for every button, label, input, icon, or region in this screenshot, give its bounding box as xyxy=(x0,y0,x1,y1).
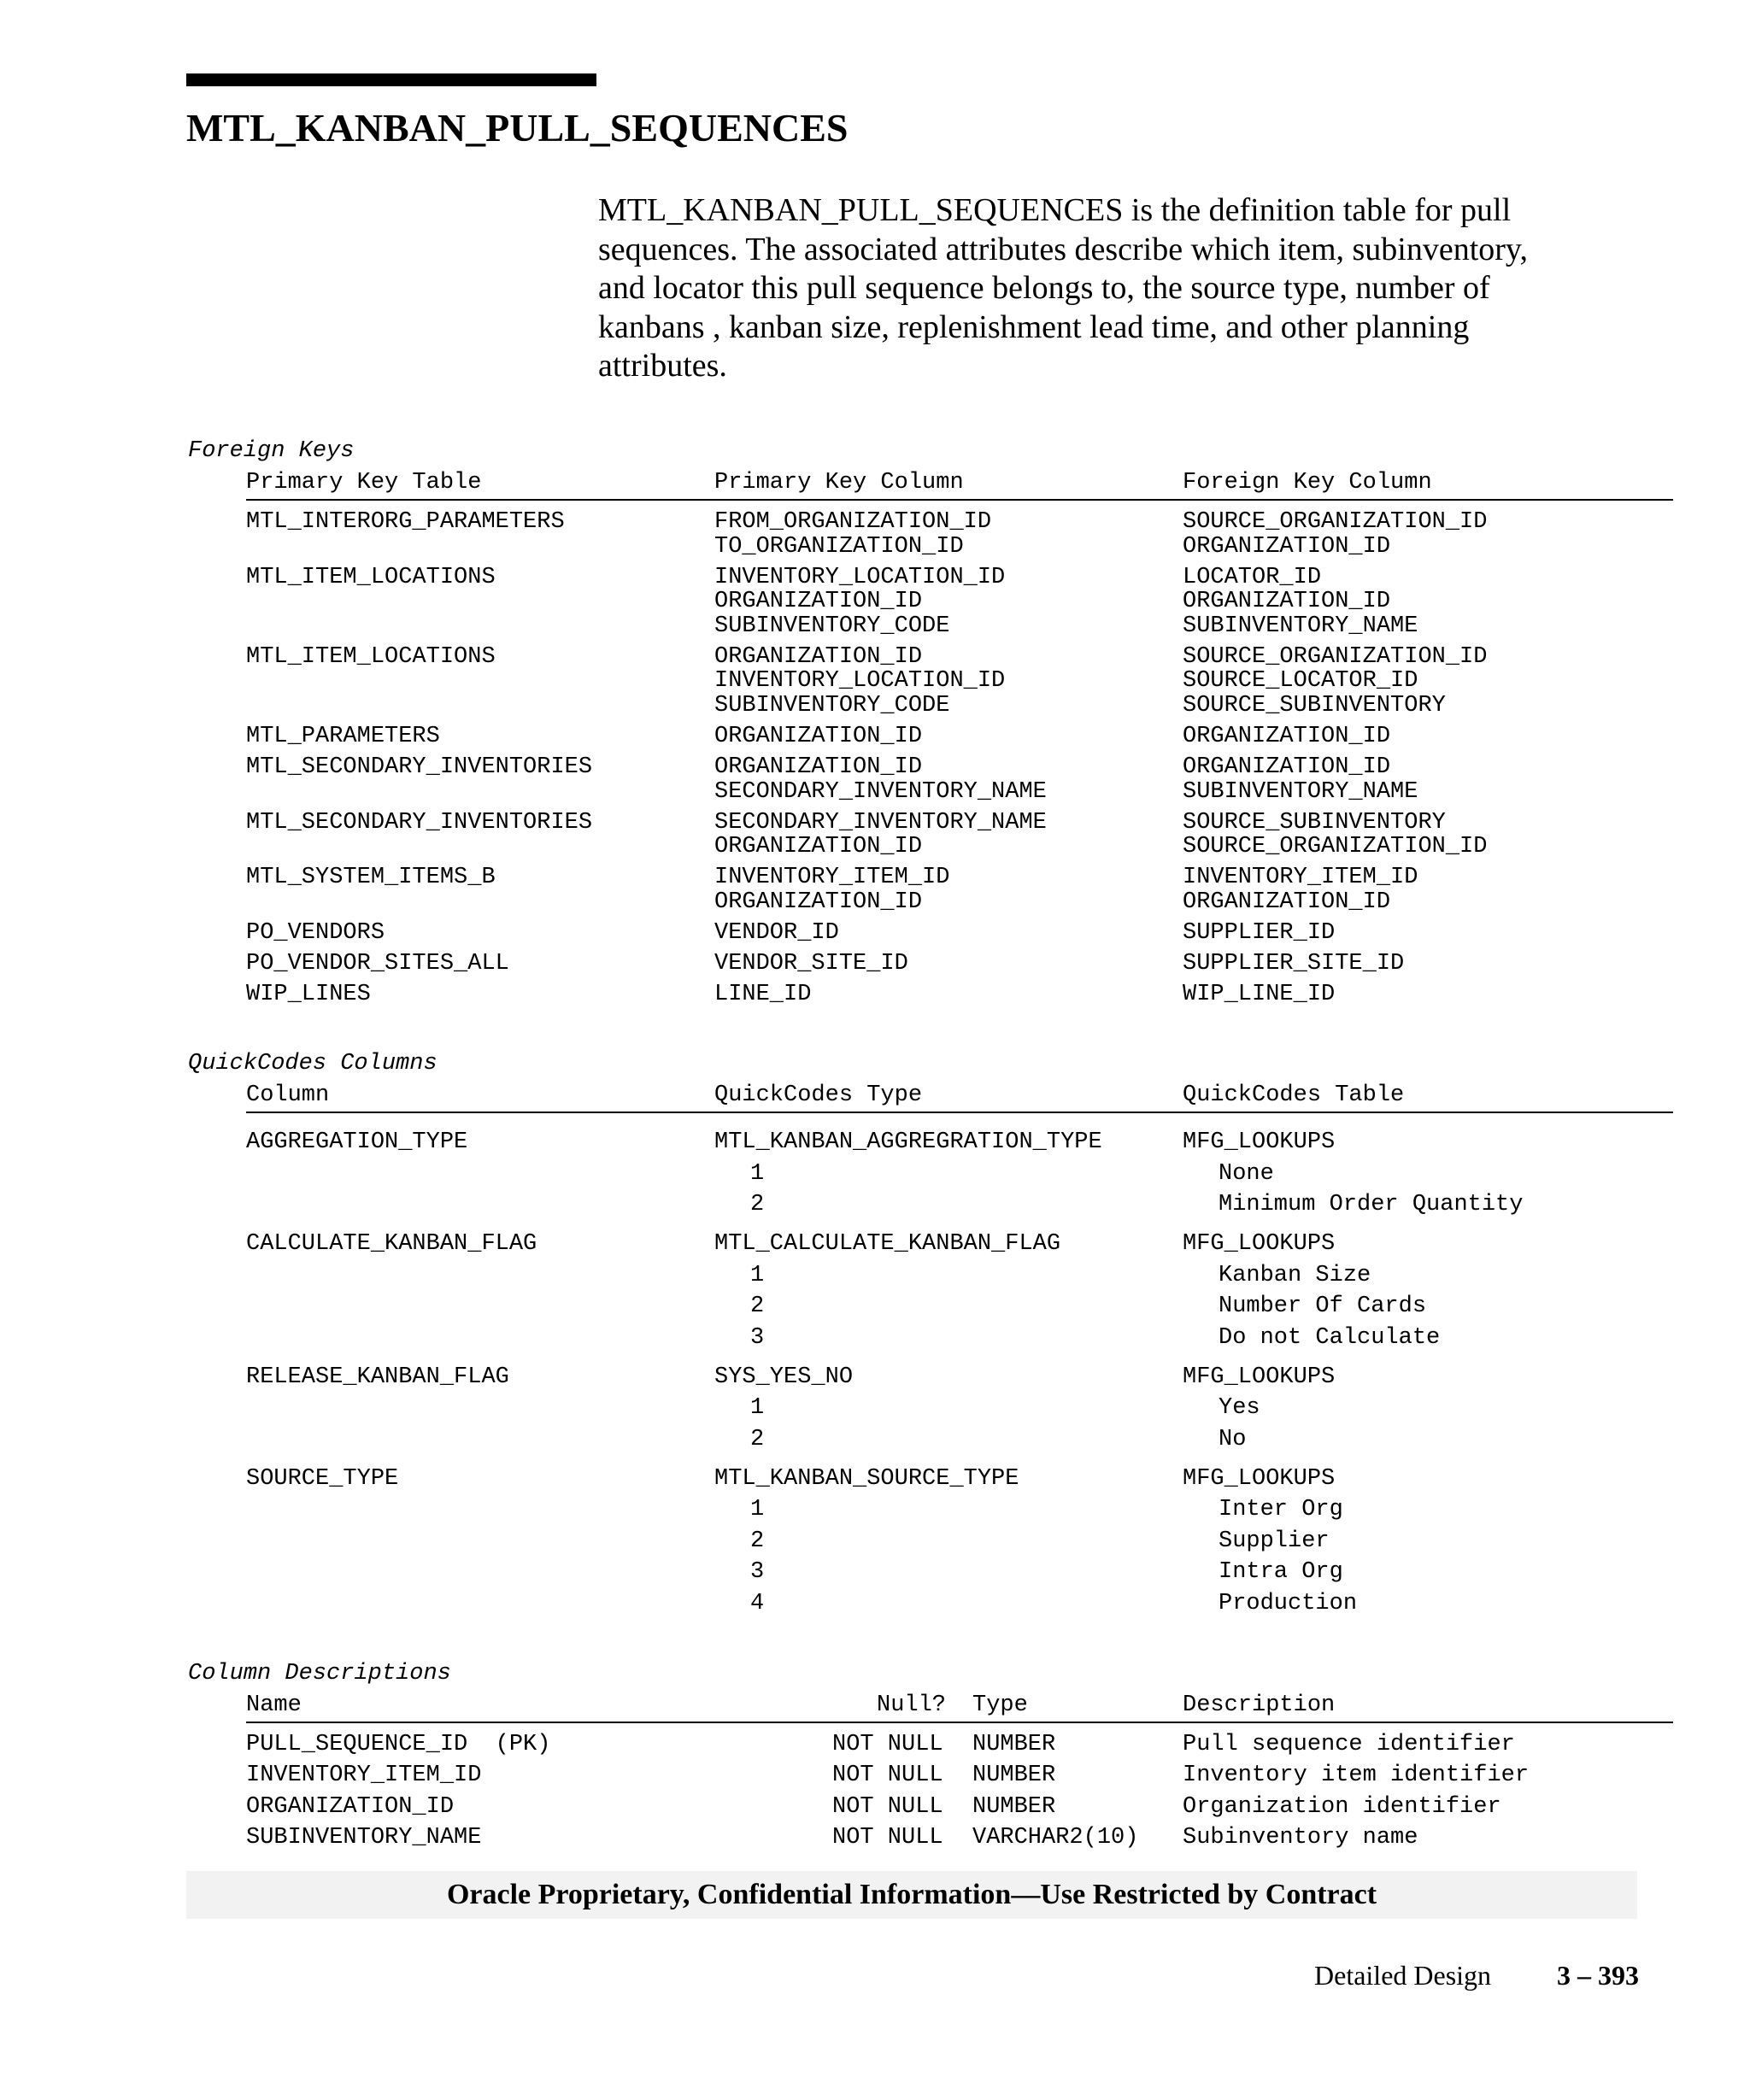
qc-value-code: 4 xyxy=(750,1591,765,1616)
qc-type: SYS_YES_NO xyxy=(714,1364,854,1390)
qc-column-name: SOURCE_TYPE xyxy=(246,1465,399,1492)
column-descriptions-label: Column Descriptions xyxy=(188,1661,451,1686)
cd-column-name: INVENTORY_ITEM_ID xyxy=(246,1763,482,1789)
qc-table: MFG_LOOKUPS xyxy=(1183,1364,1336,1390)
cd-data-type: NUMBER xyxy=(972,1793,1056,1820)
cd-data-type: NUMBER xyxy=(972,1732,1056,1757)
fk-foreign-column: INVENTORY_ITEM_ID xyxy=(1183,865,1418,891)
qc-value-code: 3 xyxy=(750,1559,765,1586)
fk-header-foreign-column: Foreign Key Column xyxy=(1183,470,1432,496)
fk-primary-table: MTL_SECONDARY_INVENTORIES xyxy=(246,809,593,836)
fk-primary-column: INVENTORY_LOCATION_ID xyxy=(714,668,1006,695)
fk-primary-table: PO_VENDORS xyxy=(246,919,385,946)
fk-primary-table: MTL_SYSTEM_ITEMS_B xyxy=(246,865,496,891)
footer-page-number: 3 – 393 xyxy=(1557,1960,1639,1991)
qc-value-meaning: Yes xyxy=(1219,1395,1260,1422)
cd-null-flag: NOT NULL xyxy=(832,1763,943,1789)
cd-header-description: Description xyxy=(1183,1692,1336,1718)
fk-primary-table: MTL_PARAMETERS xyxy=(246,724,440,749)
qc-value-meaning: Production xyxy=(1219,1591,1358,1616)
qc-value-meaning: No xyxy=(1219,1426,1247,1452)
cd-column-name: ORGANIZATION_ID xyxy=(246,1793,455,1820)
fk-primary-column: INVENTORY_LOCATION_ID xyxy=(714,564,1006,590)
fk-primary-table: MTL_INTERORG_PARAMETERS xyxy=(246,509,565,535)
qc-header-table: QuickCodes Table xyxy=(1183,1082,1405,1108)
fk-foreign-column: SOURCE_SUBINVENTORY xyxy=(1183,809,1446,836)
qc-value-code: 1 xyxy=(750,1497,765,1523)
fk-primary-table: MTL_SECONDARY_INVENTORIES xyxy=(246,754,593,780)
intro-line: kanbans , kanban size, replenishment lead time, and other planning xyxy=(598,308,1470,345)
fk-primary-table: WIP_LINES xyxy=(246,981,371,1007)
intro-line: sequences. The associated attributes describe which item, subinventory, xyxy=(598,231,1528,267)
fk-primary-column: ORGANIZATION_ID xyxy=(714,834,923,860)
qc-value-code: 2 xyxy=(750,1192,765,1218)
fk-foreign-column: SUPPLIER_ID xyxy=(1183,919,1336,946)
fk-foreign-column: SUBINVENTORY_NAME xyxy=(1183,778,1418,805)
qc-value-meaning: Inter Org xyxy=(1219,1497,1343,1523)
quickcodes-label: QuickCodes Columns xyxy=(188,1051,438,1076)
qc-column-name: AGGREGATION_TYPE xyxy=(246,1129,468,1155)
fk-primary-column: LINE_ID xyxy=(714,981,812,1007)
fk-primary-column: VENDOR_SITE_ID xyxy=(714,950,908,977)
qc-value-code: 2 xyxy=(750,1293,765,1320)
top-rule xyxy=(186,73,596,86)
fk-header-primary-table: Primary Key Table xyxy=(246,470,482,496)
cd-null-flag: NOT NULL xyxy=(832,1793,943,1820)
fk-foreign-column: ORGANIZATION_ID xyxy=(1183,589,1391,615)
fk-foreign-column: SOURCE_LOCATOR_ID xyxy=(1183,668,1418,695)
qc-value-meaning: Kanban Size xyxy=(1219,1262,1371,1288)
fk-foreign-column: LOCATOR_ID xyxy=(1183,564,1322,590)
qc-type: MTL_CALCULATE_KANBAN_FLAG xyxy=(714,1231,1061,1257)
fk-primary-column: SUBINVENTORY_CODE xyxy=(714,693,950,719)
cd-data-type: VARCHAR2(10) xyxy=(972,1824,1139,1851)
column-descriptions-header xyxy=(246,1693,1673,1724)
fk-foreign-column: WIP_LINE_ID xyxy=(1183,981,1336,1007)
qc-value-code: 2 xyxy=(750,1528,765,1554)
qc-table: MFG_LOOKUPS xyxy=(1183,1129,1336,1155)
fk-primary-column: SECONDARY_INVENTORY_NAME xyxy=(714,809,1047,836)
fk-foreign-column: SOURCE_ORGANIZATION_ID xyxy=(1183,509,1488,535)
confidential-notice-text: Oracle Proprietary, Confidential Information––Use Restricted by Contract xyxy=(446,1879,1377,1910)
qc-value-meaning: Minimum Order Quantity xyxy=(1219,1192,1524,1218)
cd-header-null: Null? xyxy=(877,1692,947,1718)
qc-value-meaning: Intra Org xyxy=(1219,1559,1343,1586)
fk-foreign-column: SUBINVENTORY_NAME xyxy=(1183,613,1418,639)
fk-primary-column: TO_ORGANIZATION_ID xyxy=(714,533,964,560)
qc-value-code: 2 xyxy=(750,1426,765,1452)
qc-value-code: 3 xyxy=(750,1324,765,1351)
intro-line: attributes. xyxy=(598,348,727,384)
fk-primary-column: VENDOR_ID xyxy=(714,919,839,946)
fk-primary-table: PO_VENDOR_SITES_ALL xyxy=(246,950,509,977)
fk-primary-column: SUBINVENTORY_CODE xyxy=(714,613,950,639)
cd-description: Subinventory name xyxy=(1183,1824,1418,1851)
page-title: MTL_KANBAN_PULL_SEQUENCES xyxy=(186,106,849,150)
cd-data-type: NUMBER xyxy=(972,1763,1056,1789)
qc-column-name: CALCULATE_KANBAN_FLAG xyxy=(246,1231,537,1257)
fk-foreign-column: SUPPLIER_SITE_ID xyxy=(1183,950,1405,977)
qc-type: MTL_KANBAN_SOURCE_TYPE xyxy=(714,1465,1019,1492)
qc-value-code: 1 xyxy=(750,1160,765,1187)
confidential-notice xyxy=(186,1871,1637,1919)
intro-line: and locator this pull sequence belongs to, the source type, number of xyxy=(598,270,1490,306)
fk-foreign-column: SOURCE_SUBINVENTORY xyxy=(1183,693,1446,719)
fk-foreign-column: ORGANIZATION_ID xyxy=(1183,754,1391,780)
fk-primary-column: FROM_ORGANIZATION_ID xyxy=(714,509,992,535)
qc-value-code: 1 xyxy=(750,1262,765,1288)
fk-foreign-column: ORGANIZATION_ID xyxy=(1183,889,1391,915)
fk-foreign-column: SOURCE_ORGANIZATION_ID xyxy=(1183,834,1488,860)
fk-primary-table: MTL_ITEM_LOCATIONS xyxy=(246,564,496,590)
fk-foreign-column: ORGANIZATION_ID xyxy=(1183,724,1391,749)
cd-null-flag: NOT NULL xyxy=(832,1732,943,1757)
fk-primary-column: ORGANIZATION_ID xyxy=(714,889,923,915)
fk-header-primary-column: Primary Key Column xyxy=(714,470,964,496)
qc-type: MTL_KANBAN_AGGREGRATION_TYPE xyxy=(714,1129,1102,1155)
cd-header-name: Name xyxy=(246,1692,302,1718)
cd-description: Organization identifier xyxy=(1183,1793,1501,1820)
qc-value-meaning: Supplier xyxy=(1219,1528,1330,1554)
qc-value-code: 1 xyxy=(750,1395,765,1422)
footer-section-name: Detailed Design xyxy=(1314,1960,1492,1991)
qc-header-rule xyxy=(246,1112,1673,1113)
intro-paragraph xyxy=(598,191,1649,386)
qc-value-meaning: Do not Calculate xyxy=(1219,1324,1441,1351)
cd-description: Pull sequence identifier xyxy=(1183,1732,1515,1757)
fk-foreign-column: ORGANIZATION_ID xyxy=(1183,533,1391,560)
fk-primary-table: MTL_ITEM_LOCATIONS xyxy=(246,643,496,670)
qc-value-meaning: None xyxy=(1219,1160,1274,1187)
cd-null-flag: NOT NULL xyxy=(832,1824,943,1851)
cd-description: Inventory item identifier xyxy=(1183,1763,1530,1789)
cd-header-rule xyxy=(246,1722,1673,1723)
quickcodes-header xyxy=(246,1083,1673,1114)
foreign-keys-label: Foreign Keys xyxy=(188,438,355,464)
fk-primary-column: ORGANIZATION_ID xyxy=(714,754,923,780)
qc-table: MFG_LOOKUPS xyxy=(1183,1465,1336,1492)
fk-primary-column: ORGANIZATION_ID xyxy=(714,724,923,749)
fk-primary-column: ORGANIZATION_ID xyxy=(714,643,923,670)
qc-table: MFG_LOOKUPS xyxy=(1183,1231,1336,1257)
foreign-keys-header xyxy=(246,471,1673,502)
cd-header-type: Type xyxy=(972,1692,1028,1718)
intro-line: MTL_KANBAN_PULL_SEQUENCES is the definition table for pull xyxy=(598,192,1512,228)
fk-foreign-column: SOURCE_ORGANIZATION_ID xyxy=(1183,643,1488,670)
qc-header-column: Column xyxy=(246,1082,330,1108)
fk-primary-column: ORGANIZATION_ID xyxy=(714,589,923,615)
cd-column-name: PULL_SEQUENCE_ID (PK) xyxy=(246,1732,551,1757)
qc-value-meaning: Number Of Cards xyxy=(1219,1293,1427,1320)
cd-column-name: SUBINVENTORY_NAME xyxy=(246,1824,482,1851)
fk-primary-column: SECONDARY_INVENTORY_NAME xyxy=(714,778,1047,805)
fk-primary-column: INVENTORY_ITEM_ID xyxy=(714,865,950,891)
fk-header-rule xyxy=(246,499,1673,501)
qc-header-type: QuickCodes Type xyxy=(714,1082,923,1108)
qc-column-name: RELEASE_KANBAN_FLAG xyxy=(246,1364,509,1390)
